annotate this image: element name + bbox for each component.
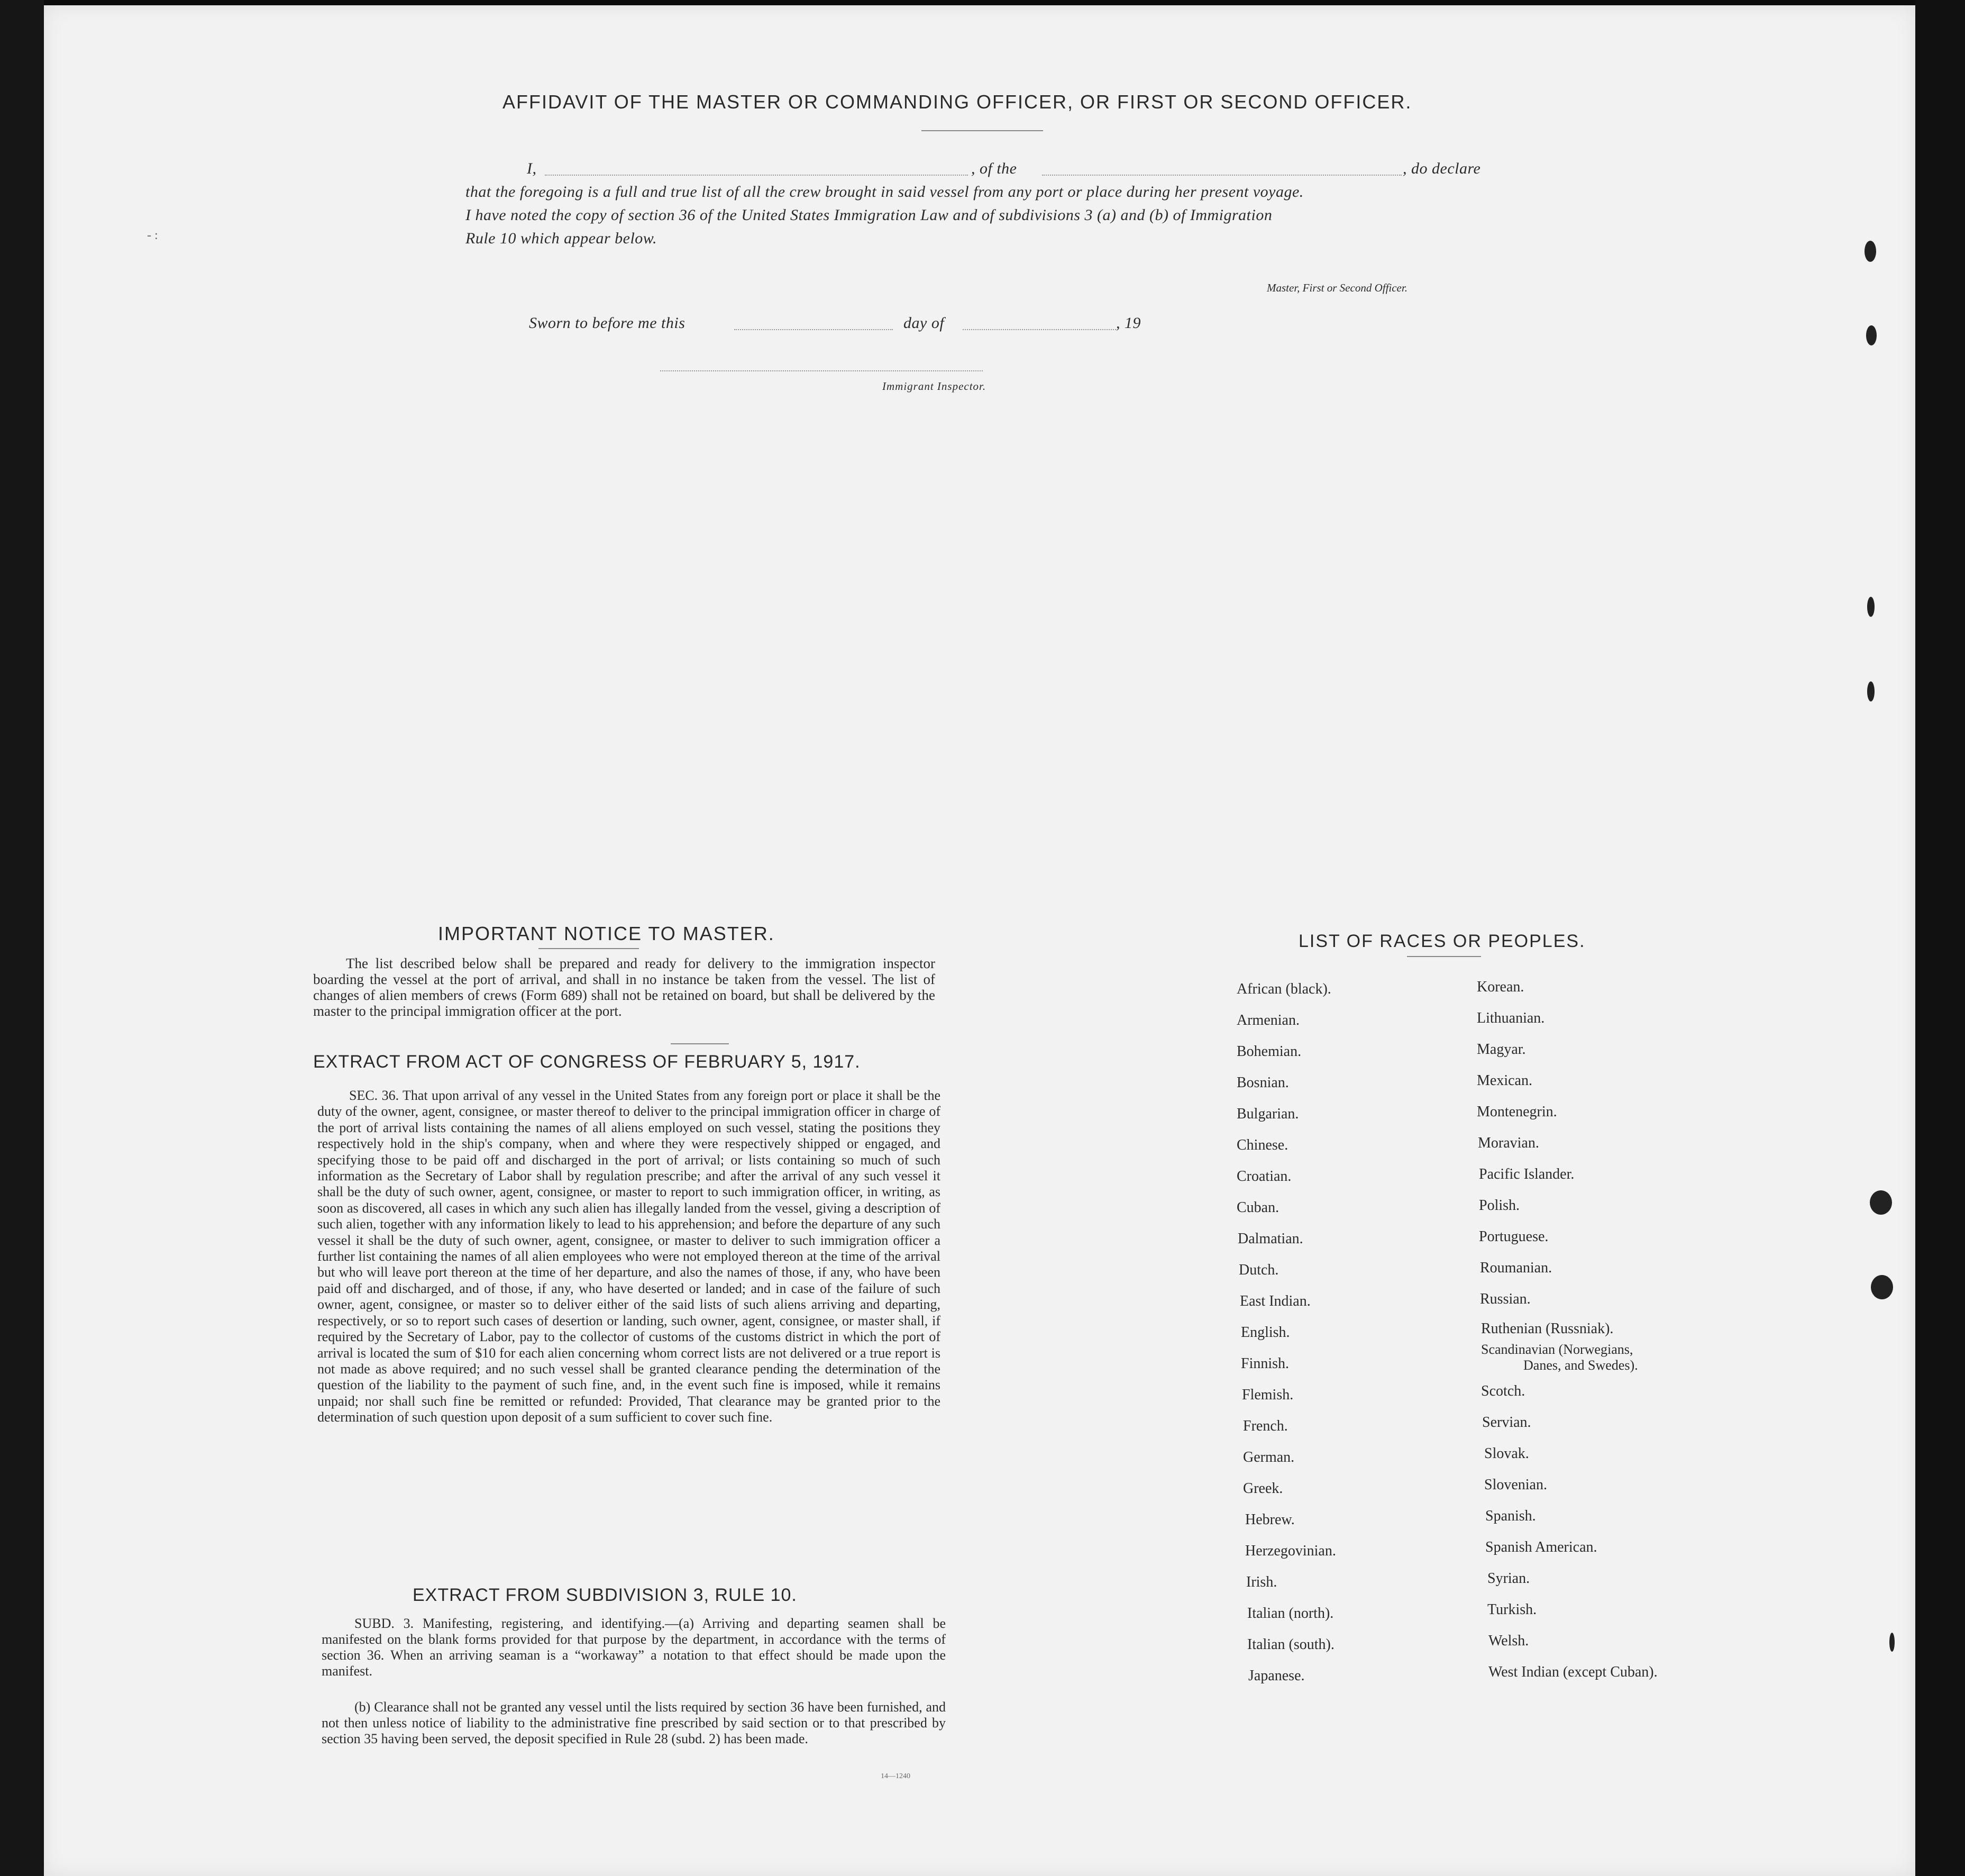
notice-title: IMPORTANT NOTICE TO MASTER. bbox=[438, 923, 775, 944]
race-item: Hebrew. bbox=[1245, 1511, 1295, 1528]
race-item: Portuguese. bbox=[1479, 1228, 1549, 1245]
race-item: Japanese. bbox=[1248, 1668, 1305, 1684]
margin-mark: - : bbox=[147, 229, 158, 242]
race-item: Spanish American. bbox=[1485, 1539, 1597, 1555]
race-item: Spanish. bbox=[1485, 1508, 1536, 1524]
race-item: Croatian. bbox=[1237, 1168, 1292, 1185]
race-item: Mexican. bbox=[1477, 1072, 1532, 1089]
signature-caption: Master, First or Second Officer. bbox=[1267, 281, 1408, 294]
affidavit-title: AFFIDAVIT OF THE MASTER OR COMMANDING OFFICER, OR FIRST OR SECOND OFFICER. bbox=[502, 91, 1412, 113]
race-item: Montenegrin. bbox=[1477, 1104, 1557, 1120]
races-title: LIST OF RACES OR PEOPLES. bbox=[1299, 931, 1586, 951]
punch-hole-6 bbox=[1871, 1275, 1893, 1299]
races-title-rule bbox=[1407, 956, 1481, 957]
sworn-label: Sworn to before me this bbox=[529, 314, 686, 332]
race-item: Ruthenian (Russniak). bbox=[1481, 1321, 1614, 1337]
race-item: Moravian. bbox=[1478, 1135, 1539, 1151]
race-item: Italian (north). bbox=[1247, 1605, 1334, 1622]
race-item: Flemish. bbox=[1242, 1387, 1294, 1403]
race-item: Roumanian. bbox=[1480, 1260, 1552, 1276]
extract-rule-text-a: SUBD. 3. Manifesting, registering, and identifying.—(a) Arriving and departing seamen shall be manifested on the blank forms provided for that purpose by the department, in accordance with the terms of section 36. When an arriving seaman is a “workaway” a notation to that effect should be made upon the manifest. bbox=[322, 1616, 946, 1679]
affidavit-name-blank bbox=[545, 175, 968, 176]
affidavit-declare-label: , do declare bbox=[1403, 160, 1481, 177]
extract-rule-title: EXTRACT FROM SUBDIVISION 3, RULE 10. bbox=[413, 1585, 797, 1605]
race-item: Lithuanian. bbox=[1477, 1010, 1545, 1026]
race-item: East Indian. bbox=[1240, 1293, 1311, 1309]
race-item: Dutch. bbox=[1239, 1262, 1279, 1278]
race-item: French. bbox=[1243, 1418, 1288, 1434]
document-page bbox=[44, 5, 1915, 1876]
punch-hole-2 bbox=[1866, 325, 1877, 345]
race-item: Russian. bbox=[1480, 1291, 1531, 1307]
notice-text: The list described below shall be prepared and ready for delivery to the immigration inspector boarding the vessel at the port of arrival, and shall in no instance be taken from the vessel. The list of changes of alien members of crews (Form 689) shall not be retained on board, but shall be delivered by the master to the principal immigration officer at the port. bbox=[313, 955, 935, 1019]
form-number: 14—1240 bbox=[881, 1772, 910, 1780]
punch-hole-5 bbox=[1870, 1190, 1892, 1215]
affidavit-vessel-blank bbox=[1042, 175, 1402, 176]
scan-right-edge bbox=[1915, 0, 1965, 1876]
race-item: Italian (south). bbox=[1247, 1636, 1335, 1653]
race-item: Bulgarian. bbox=[1237, 1106, 1299, 1122]
race-item: Bosnian. bbox=[1237, 1074, 1289, 1091]
inspector-signature-blank bbox=[660, 370, 983, 371]
race-item: African (black). bbox=[1237, 981, 1331, 997]
affidavit-title-rule bbox=[921, 130, 1043, 131]
race-item: Scandinavian (Norwegians, bbox=[1481, 1342, 1633, 1357]
race-item: Welsh. bbox=[1488, 1633, 1529, 1649]
punch-hole-4 bbox=[1867, 681, 1875, 702]
affidavit-line-3: I have noted the copy of section 36 of the United States Immigration Law and of subdivisions 3 (a) and (b) of Immigration bbox=[465, 206, 1273, 224]
punch-hole-3 bbox=[1867, 597, 1875, 617]
notice-end-rule bbox=[671, 1043, 729, 1044]
race-item: Korean. bbox=[1477, 979, 1524, 995]
race-item: Dalmatian. bbox=[1238, 1231, 1303, 1247]
race-item: Scotch. bbox=[1481, 1383, 1525, 1399]
affidavit-of-the-label: , of the bbox=[971, 160, 1017, 177]
year-label: , 19 bbox=[1116, 314, 1141, 332]
sworn-month-blank bbox=[963, 329, 1116, 330]
race-item: Herzegovinian. bbox=[1245, 1543, 1336, 1559]
race-item: Chinese. bbox=[1237, 1137, 1288, 1153]
race-item: Pacific Islander. bbox=[1479, 1166, 1575, 1182]
scan-left-edge bbox=[0, 0, 44, 1876]
race-item: Slovenian. bbox=[1484, 1477, 1547, 1493]
race-item: West Indian (except Cuban). bbox=[1488, 1664, 1658, 1680]
race-item: Slovak. bbox=[1484, 1445, 1529, 1462]
affidavit-line-2: that the foregoing is a full and true list of all the crew brought in said vessel from any port or place during her present voyage. bbox=[465, 183, 1304, 201]
race-item: English. bbox=[1241, 1324, 1290, 1341]
race-item: Bohemian. bbox=[1237, 1043, 1302, 1060]
affidavit-i-label: I, bbox=[527, 160, 537, 177]
extract-act-title: EXTRACT FROM ACT OF CONGRESS OF FEBRUARY 5, 1917. bbox=[313, 1052, 861, 1072]
race-item: German. bbox=[1243, 1449, 1295, 1465]
race-item: Greek. bbox=[1243, 1480, 1283, 1497]
race-item: Irish. bbox=[1246, 1574, 1277, 1590]
race-item: Cuban. bbox=[1237, 1199, 1279, 1216]
race-item: Polish. bbox=[1479, 1197, 1520, 1214]
race-item: Finnish. bbox=[1241, 1355, 1290, 1372]
punch-hole-1 bbox=[1865, 241, 1876, 262]
day-of-label: day of bbox=[903, 314, 945, 332]
race-item: Magyar. bbox=[1477, 1041, 1526, 1058]
race-item: Syrian. bbox=[1487, 1570, 1530, 1587]
extract-rule-text-b: (b) Clearance shall not be granted any vessel until the lists required by section 36 have been furnished, and not then unless notice of liability to the administrative fine prescribed by said section or to that prescribed by section 35 having been served, the deposit specified in Rule 28 (subd. 2) has been made. bbox=[322, 1699, 946, 1746]
sworn-day-blank bbox=[734, 329, 893, 330]
race-item: Turkish. bbox=[1487, 1601, 1537, 1618]
race-item: Armenian. bbox=[1237, 1012, 1300, 1028]
punch-hole-7 bbox=[1889, 1633, 1895, 1652]
extract-act-text: SEC. 36. That upon arrival of any vessel in the United States from any foreign port or place it shall be the duty of the owner, agent, consignee, or master thereof to deliver to the principal immigration officer in charge of the port of arrival lists containing the names of all aliens employed on such vessel, stating the positions they respectively hold in the ship's company, when and where they were respectively shipped or engaged, and specifying those to be paid off and discharged in the port of arrival; or lists containing so much of such information as the Secretary of Labor shall by regulation prescribe; and after the arrival of any such vessel it shall be the duty of such owner, agent, consignee, or master to report to such immigration officer, in writing, as soon as discovered, all cases in which any such alien has illegally landed from the vessel, giving a description of such alien, together with any information likely to lead to his apprehension; and before the departure of any such vessel it shall be the duty of such owner, agent, consignee, or master to deliver to such immigration officer a further list containing the names of all alien employees who were not employed thereon at the time of the arrival but who will leave port thereon at the time of her departure, and also the names of those, if any, who have been paid off and discharged, and of those, if any, who have deserted or landed; and in case of the failure of such owner, agent, consignee, or master so to deliver either of the said lists of such aliens arriving and departing, respectively, or so to report such cases of desertion or landing, such owner, agent, consignee, or master shall, if required by the Secretary of Labor, pay to the collector of customs of the customs district in which the port of arrival is located the sum of $10 for each alien concerning whom correct lists are not delivered or a true report is not made as above required; and no such vessel shall be granted clearance pending the determination of the question of the liability to the payment of such fine, and, in the event such fine is imposed, while it remains unpaid; nor shall such fine be remitted or refunded: Provided, That clearance may be granted prior to the determination of such question upon deposit of a sum sufficient to cover such fine. bbox=[317, 1088, 940, 1425]
affidavit-line-4: Rule 10 which appear below. bbox=[465, 230, 657, 247]
notice-title-rule bbox=[538, 948, 639, 949]
inspector-caption: Immigrant Inspector. bbox=[882, 380, 986, 393]
race-item: Danes, and Swedes). bbox=[1523, 1358, 1638, 1373]
race-item: Servian. bbox=[1482, 1414, 1531, 1431]
